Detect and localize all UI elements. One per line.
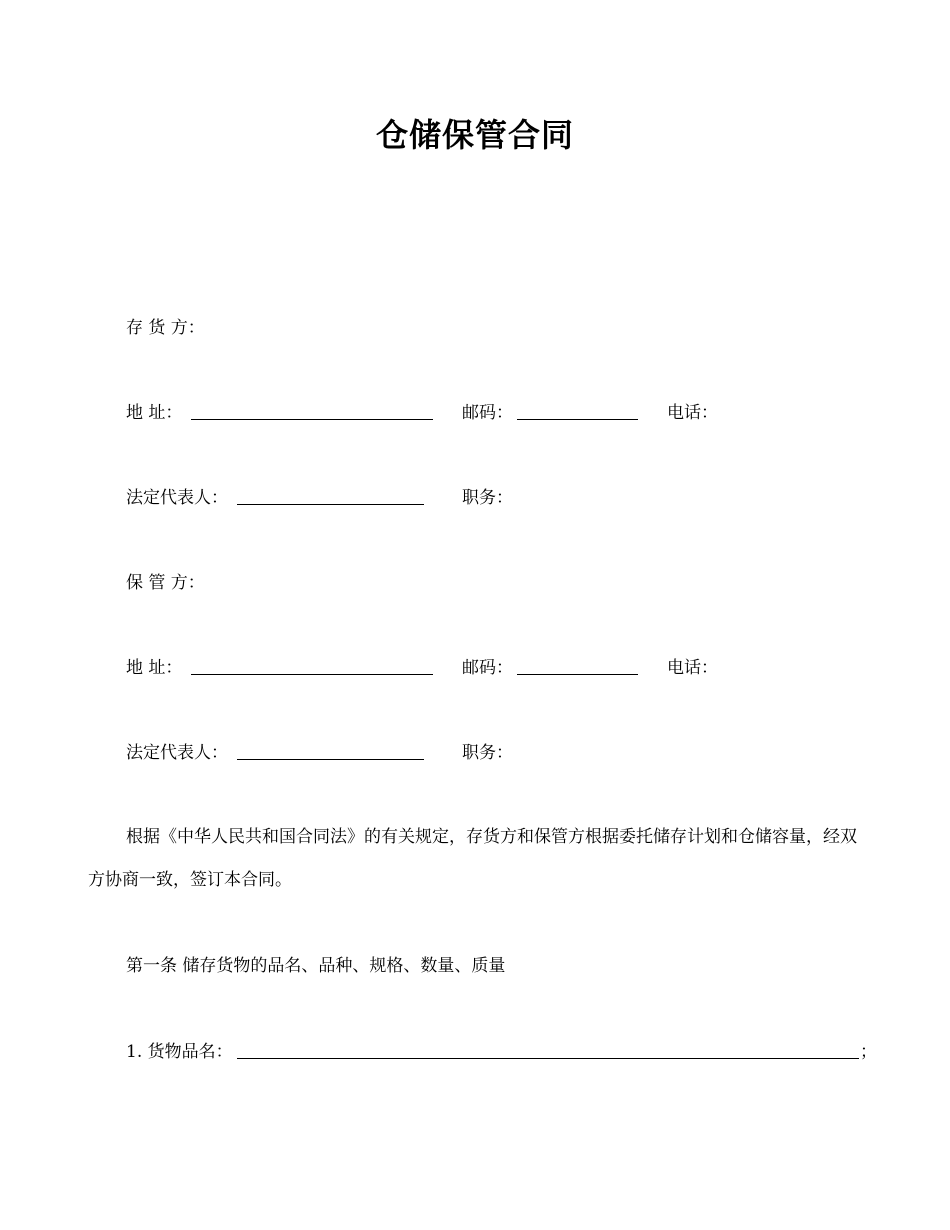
depositor-postcode-field[interactable] [517,419,638,420]
depositor-legal-rep-label: 法定代表人： [126,488,228,508]
custodian-phone-label: 电话： [667,658,718,678]
article-1-heading: 第一条 储存货物的品名、品种、规格、数量、质量 [126,956,506,976]
custodian-label: 保 管 方： [126,573,205,593]
document-title: 仓储保管合同 [375,116,574,154]
goods-name-label: 1. 货物品名： [126,1042,233,1062]
custodian-position-label: 职务： [462,743,513,763]
depositor-postcode-label: 邮码： [462,403,513,423]
depositor-legal-rep-field[interactable] [237,504,424,505]
depositor-phone-label: 电话： [667,403,718,423]
goods-name-end: ； [860,1042,877,1062]
custodian-address-label: 地 址： [126,658,183,678]
depositor-position-label: 职务： [462,488,513,508]
intro-paragraph: 根据《中华人民共和国合同法》的有关规定，存货方和保管方根据委托储存计划和仓储容量，经双方协商一致，签订本合同。 [88,827,857,890]
custodian-legal-rep-field[interactable] [237,759,424,760]
depositor-label: 存 货 方： [126,318,205,338]
custodian-address-field[interactable] [191,674,433,675]
depositor-address-field[interactable] [191,419,433,420]
custodian-legal-rep-label: 法定代表人： [126,743,228,763]
custodian-postcode-field[interactable] [517,674,638,675]
depositor-address-label: 地 址： [126,403,183,423]
custodian-postcode-label: 邮码： [462,658,513,678]
goods-name-field[interactable] [237,1058,859,1059]
